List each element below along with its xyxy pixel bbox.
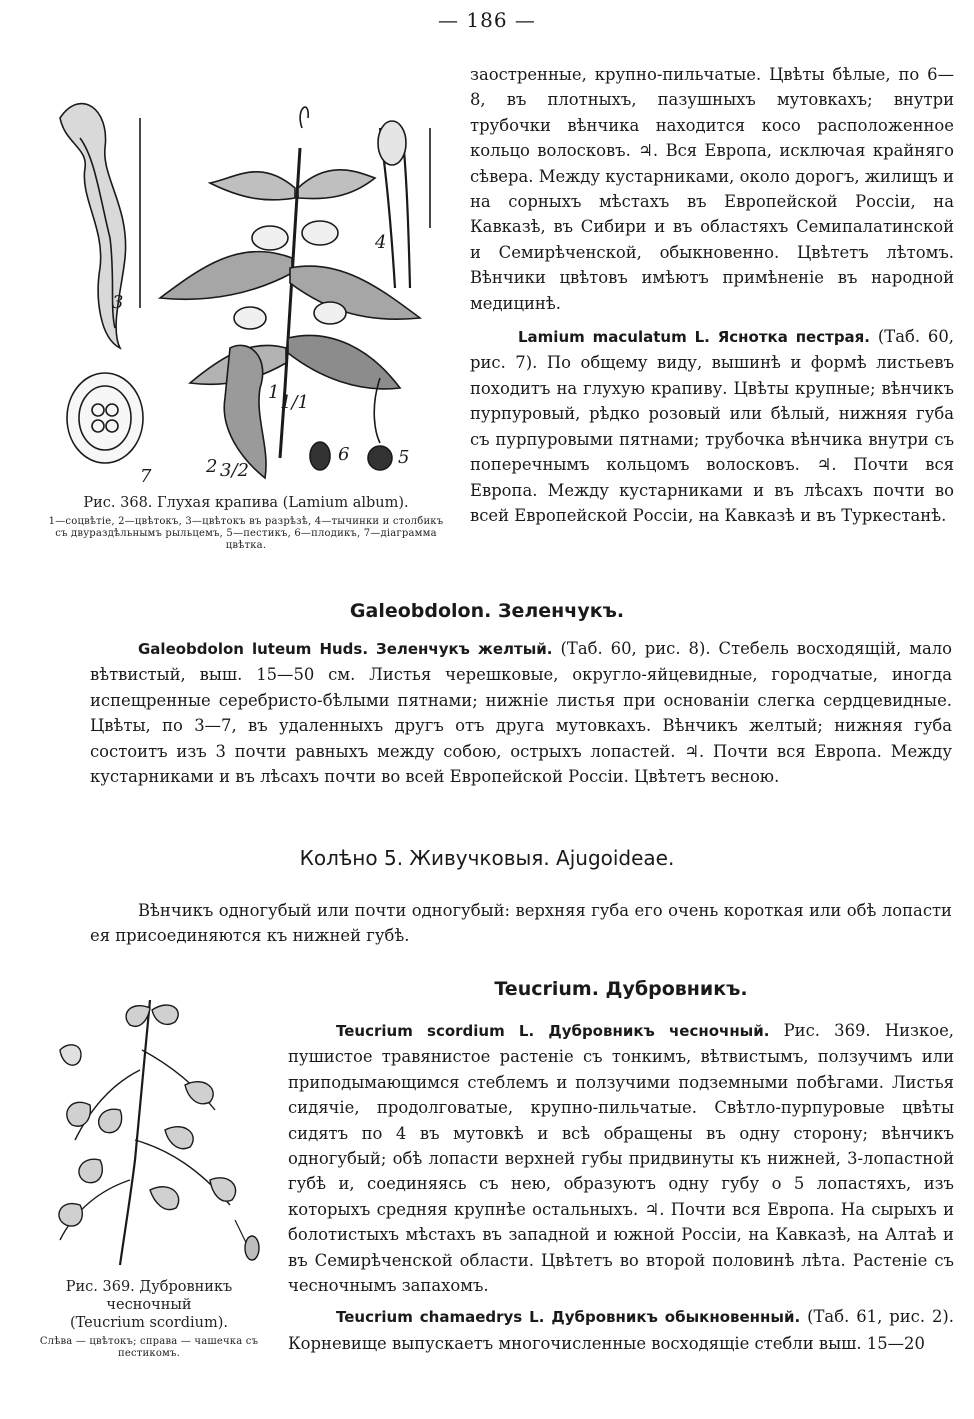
figure-369-caption-line1: Рис. 369. Дубровникъ	[65, 1279, 233, 1295]
teucrium-scordium-illustration	[30, 990, 268, 1270]
right-column-top	[470, 62, 954, 528]
figure-368-caption: Рис. 368. Глухая крапива (Lamium album).	[83, 495, 409, 511]
label-3: 3	[112, 292, 124, 313]
lamium-album-description: заостренные, крупно-пильчатые. Цвѣты бѣлые, по 6—8, въ плотныхъ, пазушныхъ мутовкахъ; внутри трубочки вѣнчика находится косо расположенное кольцо волосковъ. ♃. Вся Европа, исключая крайняго сѣвера. Между кустарниками, около дорогъ, жилищъ и на сорныхъ мѣстахъ въ Европейской Россіи, на Кавказѣ, въ Сибири и въ областяхъ Семипалатинской и Семирѣченской, обыкновенно. Цвѣтетъ лѣтомъ. Вѣнчики цвѣтовъ имѣютъ примѣненіе въ народной медицинѣ.	[470, 65, 954, 313]
galeobdolon-luteum-text: (Таб. 60, рис. 8). Стебель восходящій, мало вѣтвистый, выш. 15—50 см. Листья черешковые, округло-яйцевидные, городчатые, иногда испещренные серебристо-бѣлыми пятнами; нижніе листья при основаніи слегка сердцевидные. Цвѣты, по 3—7, въ удаленныхъ другъ отъ друга мутовкахъ. Вѣнчикъ желтый; нижняя губа состоитъ изъ 3 почти равныхъ между собою, острыхъ лопастей. ♃. Почти вся Европа. Между кустарниками и въ лѣсахъ почти во всей Европейской Россіи. Цвѣтетъ весною.	[90, 639, 952, 787]
label-6: 6	[338, 444, 350, 465]
teucrium-heading: Teucrium. Дубровникъ.	[494, 978, 748, 1000]
label-3-2: 3/2	[220, 460, 249, 481]
teucrium-column	[288, 1018, 954, 1356]
page-number: — 186 —	[438, 8, 536, 32]
lamium-maculatum-text: (Таб. 60, рис. 7). По общему виду, вышинѣ и формѣ листьевъ походитъ на глухую крапиву. Цвѣты крупные; вѣнчикъ пурпуровый, рѣдко розовый или бѣлый, нижняя губа съ пурпуровыми пятнами; трубочка вѣнчика внутри съ поперечнымъ кольцомъ волосковъ. ♃. Почти вся Европа. Между кустарниками и въ лѣсахъ почти во всей Европейской Россіи, на Кавказѣ и въ Туркестанѣ.	[470, 327, 954, 525]
label-4: 4	[375, 232, 387, 253]
teucrium-chamaedrys-name: Teucrium chamaedrys L. Дубровникъ обыкновенный.	[336, 1308, 801, 1327]
teucrium-chamaedrys-text: (Таб. 61, рис. 2). Корневище выпускаетъ многочисленные восходящіе стебли выш. 15—20	[288, 1307, 954, 1353]
lamium-album-illustration	[40, 88, 452, 488]
figure-368	[40, 88, 452, 552]
label-7: 7	[140, 466, 152, 487]
figure-369-legend: Слѣва — цвѣтокъ; справа — чашечка съ пестикомъ.	[39, 1336, 259, 1359]
label-5: 5	[398, 447, 410, 468]
figure-369-caption-line3: (Teucrium scordium).	[69, 1315, 228, 1331]
label-quarter: 1/1	[280, 392, 309, 413]
galeobdolon-luteum-name: Galeobdolon luteum Huds. Зеленчукъ желтый.	[138, 640, 553, 658]
subfamily-heading: Колѣно 5. Живучковыя. Ajugoideae.	[299, 846, 675, 870]
teucrium-chamaedrys-paragraph	[288, 1304, 954, 1356]
subfamily-description	[90, 898, 952, 949]
figure-369	[30, 990, 268, 1360]
figure-368-legend: 1—соцвѣтіе, 2—цвѣтокъ, 3—цвѣтокъ въ разрѣзѣ, 4—тычинки и столбикъ съ двураздѣльнымъ рыльцемъ, 5—пестикъ, 6—плодикъ, 7—діаграмма цвѣтка.	[48, 516, 444, 551]
galeobdolon-section	[90, 636, 952, 789]
figure-369-caption-line2: чесночный	[106, 1297, 192, 1313]
lamium-maculatum-paragraph	[470, 324, 954, 528]
teucrium-scordium-text: Рис. 369. Низкое, пушистое травянистое растеніе съ тонкимъ, вѣтвистымъ, ползучимъ или приподымающимся стеблемъ и ползучими подземными побѣгами. Листья сидячіе, продолговатые, крупно-пильчатые. Свѣтло-пурпуровые цвѣты сидятъ по 4 въ мутовкѣ и всѣ обращены въ одну сторону; вѣнчикъ одногубый; обѣ лопасти верхней губы придвинуты къ нижней, 3-лопастной губѣ и, соединяясь съ нею, образуютъ одну губу о 5 лопастяхъ, изъ которыхъ средняя крупнѣе остальныхъ. ♃. Почти вся Европа. На сырыхъ и болотистыхъ мѣстахъ въ западной и южной Россіи, на Кавказѣ, на Алтаѣ и въ Семирѣченской области. Цвѣтетъ во второй половинѣ лѣта. Растеніе съ чесночнымъ запахомъ.	[288, 1021, 954, 1296]
subfamily-text: Вѣнчикъ одногубый или почти одногубый: верхняя губа его очень короткая или обѣ лопасти ея присоединяются къ нижней губѣ.	[90, 901, 952, 946]
galeobdolon-heading: Galeobdolon. Зеленчукъ.	[349, 600, 625, 622]
label-1: 1	[268, 382, 280, 403]
teucrium-scordium-paragraph	[288, 1018, 954, 1298]
lamium-maculatum-name: Lamium maculatum L. Яснотка пестрая.	[518, 328, 871, 347]
label-2: 2	[206, 456, 218, 477]
galeobdolon-paragraph	[90, 636, 952, 789]
teucrium-scordium-name: Teucrium scordium L. Дубровникъ чесночный.	[336, 1022, 770, 1040]
